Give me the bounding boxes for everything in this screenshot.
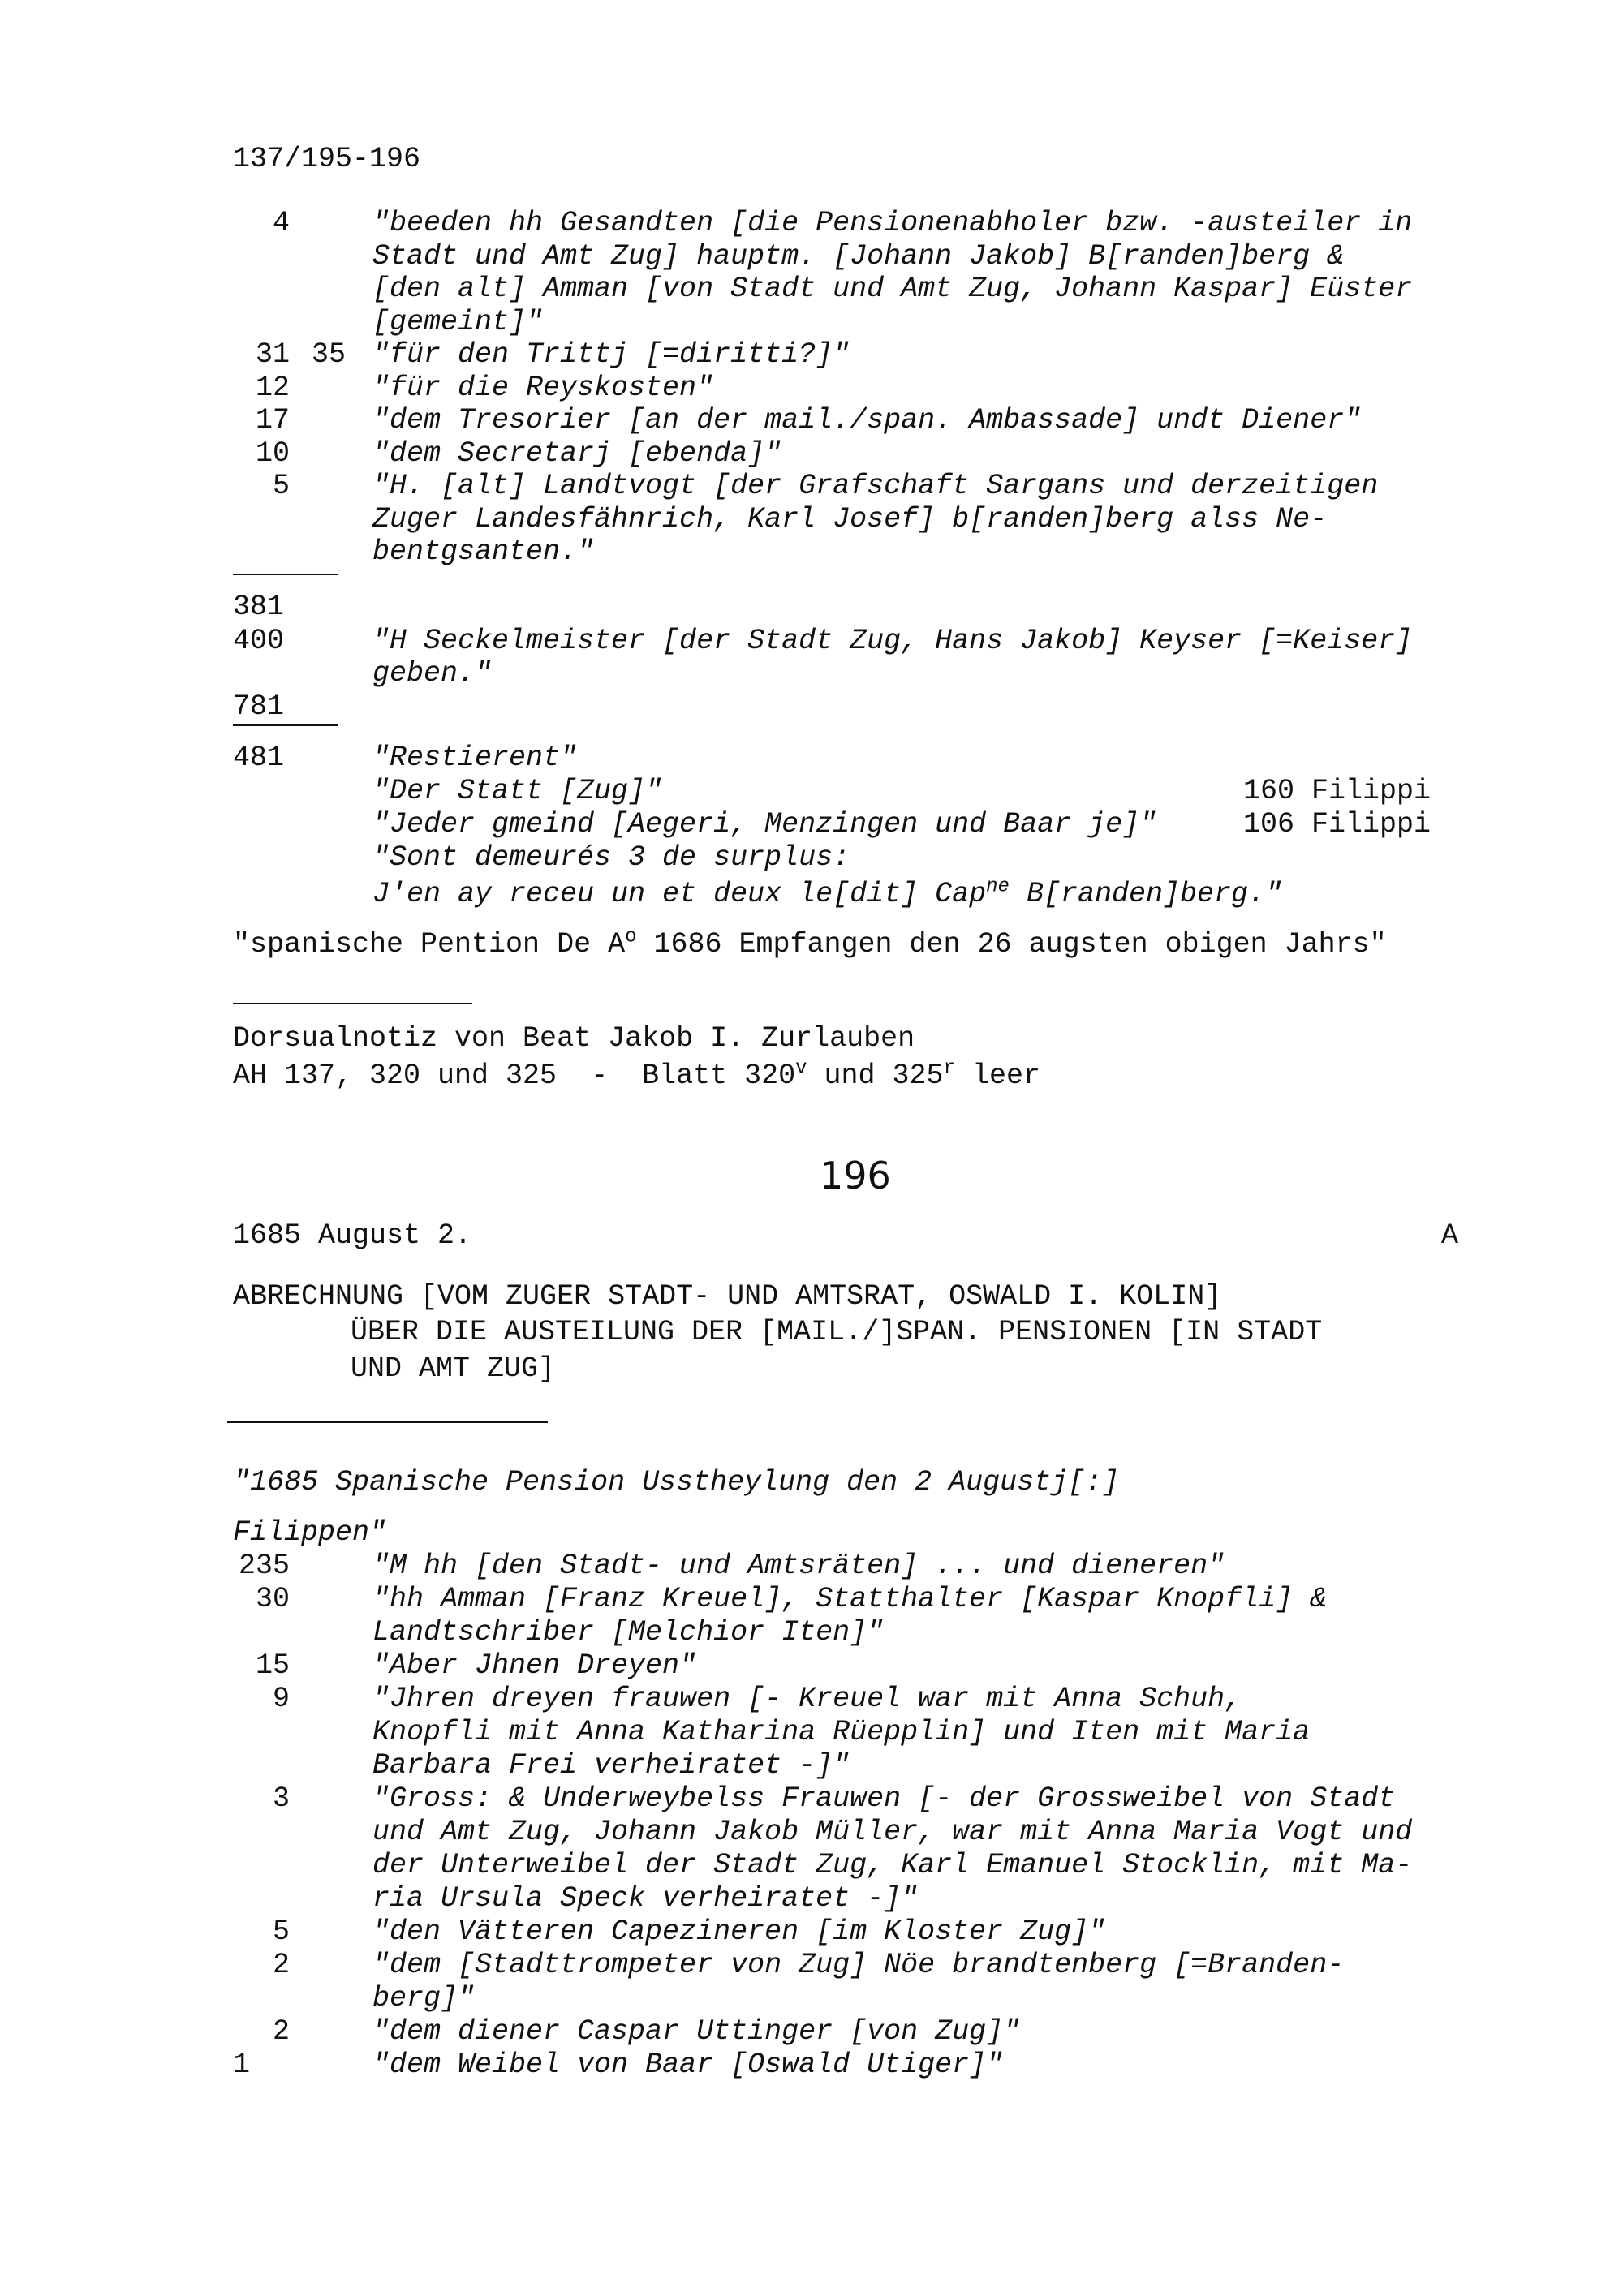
amount-cell: 1	[233, 2049, 251, 2081]
entry-text-line: "M hh [den Stadt- und Amtsräten] ... und dieneren"	[372, 1550, 1225, 1582]
entry-text-line: Landtschriber [Melchior Iten]"	[372, 1616, 885, 1649]
document-title-line-3: UND AMT ZUG]	[351, 1352, 556, 1385]
amount-cell: 10	[255, 436, 290, 470]
amount-cell: 17	[255, 404, 290, 436]
statt-label: "Der Statt [Zug]"	[372, 775, 663, 807]
entry-text-line: "dem [Stadttrompeter von Zug] Nöe brandtenberg [=Branden-	[372, 1949, 1345, 1981]
entry-text-line: [gemeint]"	[372, 305, 544, 338]
entry-text-line: bentgsanten."	[372, 535, 595, 568]
amount-cell: 12	[255, 371, 290, 404]
entry-text-line: Barbara Frei verheiratet -]"	[372, 1749, 850, 1782]
amount-cell: 31	[255, 338, 290, 371]
rest-number: 481	[233, 742, 285, 774]
sum-rule-2	[233, 724, 338, 726]
intro-line-1: "1685 Spanische Pension Usstheylung den 2 Augustj[:]	[233, 1466, 1120, 1498]
document-title-line-1: ABRECHNUNG [VOM ZUGER STADT- UND AMTSRAT, OSWALD I. KOLIN]	[233, 1280, 1222, 1313]
entry-text-line: "für die Reyskosten"	[372, 371, 714, 404]
document-letter: A	[1441, 1219, 1459, 1252]
entry-text-line: "für den Trittj [=diritti?]"	[372, 338, 850, 371]
entry-text-line: "Gross: & Underweybelss Frauwen [- der Grossweibel von Stadt	[372, 1782, 1396, 1815]
document-number: 196	[820, 1154, 891, 1197]
rest-label: "Restierent"	[372, 742, 578, 774]
entry-text-line: [den alt] Amman [von Stadt und Amt Zug, Johann Kaspar] Eüster	[372, 273, 1413, 305]
entry-text-line: ria Ursula Speck verheiratet -]"	[372, 1882, 919, 1915]
sont-line: "Sont demeurés 3 de surplus:	[372, 841, 850, 874]
footnote-rule	[233, 1003, 472, 1004]
entry-text-line: "H. [alt] Landtvogt [der Grafschaft Sargans und derzeitigen	[372, 470, 1379, 502]
entry-text-line: der Unterweibel der Stadt Zug, Karl Emanuel Stocklin, mit Ma-	[372, 1849, 1413, 1881]
entry-text-line: "den Vätteren Capezineren [im Kloster Zug]"	[372, 1915, 1106, 1948]
entry-text-line: und Amt Zug, Johann Jakob Müller, war mit Anna Maria Vogt und	[372, 1816, 1413, 1848]
title-rule	[227, 1421, 548, 1423]
seckelmeister-line-1: "H Seckelmeister [der Stadt Zug, Hans Jakob] Keyser [=Keiser]	[372, 625, 1413, 657]
entry-text-line: "Aber Jhnen Dreyen"	[372, 1649, 697, 1682]
amount-cell: 15	[255, 1649, 290, 1682]
entry-text-line: Knopfli mit Anna Katharina Rüepplin] und Iten mit Maria	[372, 1716, 1311, 1748]
amount-cell: 3	[272, 1782, 290, 1815]
amount-cell: 5	[272, 470, 290, 502]
entry-text-line: "hh Amman [Franz Kreuel], Statthalter [Kaspar Knopfli] &	[372, 1583, 1328, 1615]
entry-text-line: "dem Secretarj [ebenda]"	[372, 436, 782, 470]
footnote-2: AH 137, 320 und 325 - Blatt 320$^v$ und 325$^r$ leer	[233, 1057, 1040, 1092]
entry-text-line: berg]"	[372, 1982, 476, 2014]
entry-text-line: Stadt und Amt Zug] hauptm. [Johann Jakob] B[randen]berg &	[372, 239, 1345, 273]
closing-note: "spanische Pention De $A^o$ 1686 Empfangen den 26 augsten obigen Jahrs"	[233, 926, 1387, 961]
sum-rule-1	[233, 574, 338, 575]
gmeind-value: 106 Filippi	[1243, 808, 1431, 841]
intro-line-2: Filippen"	[233, 1516, 387, 1549]
amount-cell-2: 35	[311, 338, 346, 371]
amount-cell: 2	[272, 2015, 290, 2048]
gmeind-label: "Jeder gmeind [Aegeri, Menzingen und Baar je]"	[372, 808, 1157, 841]
entry-text-line: "beeden hh Gesandten [die Pensionenabholer bzw. -austeiler in	[372, 207, 1413, 239]
document-date: 1685 August 2.	[233, 1219, 472, 1252]
entry-text-line: "Jhren dreyen frauwen [- Kreuel war mit Anna Schuh,	[372, 1683, 1242, 1715]
entry-text-line: "dem diener Caspar Uttinger [von Zug]"	[372, 2015, 1021, 2048]
page-reference: 137/195-196	[233, 143, 421, 175]
amount-cell: 2	[272, 1949, 290, 1981]
sum-381: 381	[233, 591, 285, 623]
amount-cell: 4	[272, 207, 290, 239]
jen-line: J'en ay receu un et deux le[dit] Cap$^{ne}$ B[randen]berg."	[372, 875, 1282, 910]
entry-text-line: "dem Weibel von Baar [Oswald Utiger]"	[372, 2049, 1004, 2081]
amount-cell: 30	[255, 1583, 290, 1615]
amount-cell: 9	[272, 1683, 290, 1715]
statt-value: 160 Filippi	[1243, 775, 1431, 807]
footnote-1: Dorsualnotiz von Beat Jakob I. Zurlauben	[233, 1022, 915, 1055]
seckelmeister-line-2: geben."	[372, 657, 493, 690]
document-title-line-2: ÜBER DIE AUSTEILUNG DER [MAIL./]SPAN. PENSIONEN [IN STADT	[351, 1316, 1323, 1348]
amount-cell: 235	[238, 1550, 290, 1582]
entry-text-line: Zuger Landesfähnrich, Karl Josef] b[randen]berg alss Ne-	[372, 502, 1328, 535]
entry-text-line: "dem Tresorier [an der mail./span. Ambassade] undt Diener"	[372, 404, 1362, 436]
sum-781: 781	[233, 690, 285, 723]
amount-cell: 5	[272, 1915, 290, 1948]
sum-400: 400	[233, 625, 285, 657]
